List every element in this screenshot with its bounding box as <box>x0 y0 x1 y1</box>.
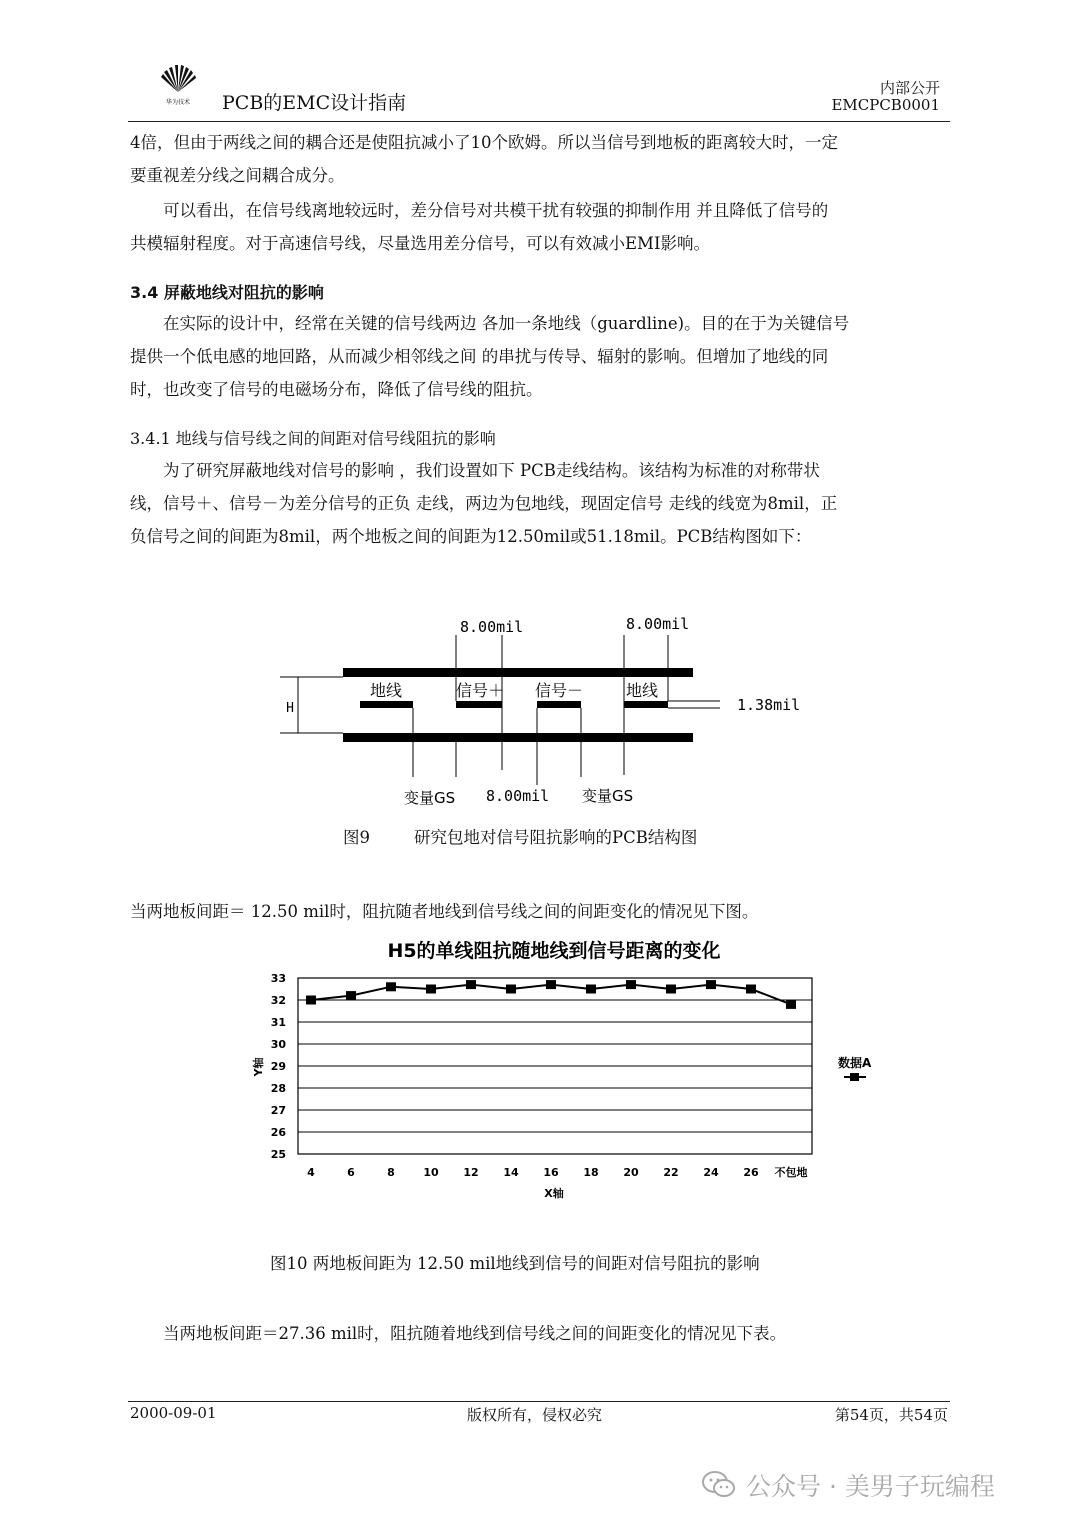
company-logo <box>155 62 201 108</box>
x-tick-label: 8 <box>387 1166 395 1179</box>
chart-title: H5的单线阻抗随地线到信号距离的变化 <box>387 940 721 962</box>
x-tick-label: 24 <box>703 1166 719 1179</box>
y-tick-label: 25 <box>270 1148 286 1161</box>
paragraph-2 <box>130 194 950 260</box>
x-tick-label: 10 <box>423 1166 439 1179</box>
wechat-icon <box>702 1471 736 1499</box>
data-point <box>506 985 516 994</box>
footer-rule <box>128 1401 950 1402</box>
x-tick-label: 4 <box>307 1166 315 1179</box>
data-point <box>466 980 476 989</box>
document-code: EMCPCB0001 <box>831 96 940 114</box>
pcb-structure-diagram <box>270 605 830 815</box>
signal-plus-label: 信号＋ <box>456 681 505 700</box>
thickness-label: 1.38mil <box>737 696 801 714</box>
y-tick-label: 27 <box>270 1104 286 1117</box>
ground-trace-right <box>624 701 668 708</box>
paragraph-1 <box>130 126 950 192</box>
data-point <box>786 1000 796 1009</box>
x-tick-label: 16 <box>543 1166 559 1179</box>
ground-left-label: 地线 <box>370 681 403 700</box>
logo-caption: 华为技术 <box>165 99 191 106</box>
figure-9-caption: 研究包地对信号阻抗影响的PCB结构图 <box>414 828 698 847</box>
text-line: 时，也改变了信号的电磁场分布，降低了信号线的阻抗。 <box>130 380 543 399</box>
bottom-ground-plane <box>343 733 693 742</box>
data-point <box>706 980 716 989</box>
signal-minus-trace <box>537 701 581 708</box>
y-tick-label: 32 <box>270 994 286 1007</box>
x-tick-label: 22 <box>663 1166 679 1179</box>
ground-right-label: 地线 <box>626 681 659 700</box>
top-ground-plane <box>343 668 693 677</box>
footer-date: 2000-09-01 <box>130 1404 217 1422</box>
legend-marker <box>850 1073 859 1081</box>
bottom-spacing-label: 8.00mil <box>486 787 550 805</box>
text-line: 在实际的设计中，经常在关键的信号线两边 各加一条地线（guardline)。目的在于为关键信号 <box>163 314 850 333</box>
footer-page-number: 第54页，共54页 <box>834 1406 948 1424</box>
data-point <box>346 991 356 1000</box>
watermark-text: 公众号 · 美男子玩编程 <box>746 1472 995 1501</box>
figure-10-caption: 图10 两地板间距为 12.50 mil地线到信号的间距对信号阻抗的影响 <box>270 1254 760 1273</box>
text-line: 共模辐射程度。对于高速信号线，尽量选用差分信号，可以有效减小EMI影响。 <box>130 234 710 253</box>
subsection-heading: 3.4.1 地线与信号线之间的间距对信号线阻抗的影响 <box>130 429 496 448</box>
top-left-width-label: 8.00mil <box>460 618 524 636</box>
data-point <box>386 982 396 991</box>
section-heading: 3.4 屏蔽地线对阻抗的影响 <box>130 283 324 302</box>
figure-9-number: 图9 <box>343 828 370 847</box>
data-point <box>626 980 636 989</box>
paragraph-5: 当两地板间距＝ 12.50 mil时，阻抗随者地线到信号线之间的间距变化的情况见下图。 <box>130 902 759 921</box>
gs-left-label: 变量GS <box>404 789 456 807</box>
impedance-chart <box>240 930 900 1210</box>
data-point <box>426 985 436 994</box>
text-line: 4倍，但由于两线之间的耦合还是使阻抗减小了10个欧姆。所以当信号到地板的距离较大时，一定 <box>130 133 838 152</box>
data-point <box>586 985 596 994</box>
legend-label: 数据A <box>838 1056 872 1070</box>
classification-label: 内部公开 <box>879 79 940 97</box>
ground-trace-left <box>360 701 413 708</box>
paragraph-6: 当两地板间距＝27.36 mil时，阻抗随着地线到信号线之间的间距变化的情况见下表。 <box>163 1324 787 1343</box>
x-tick-label: 26 <box>743 1166 759 1179</box>
header-rule <box>128 121 950 122</box>
data-point <box>746 985 756 994</box>
data-point <box>666 985 676 994</box>
y-tick-label: 29 <box>270 1060 286 1073</box>
x-tick-label: 18 <box>583 1166 599 1179</box>
paragraph-3 <box>130 307 950 406</box>
text-line: 负信号之间的间距为8mil，两个地板之间的间距为12.50mil或51.18mil。PCB结构图如下： <box>130 527 812 546</box>
y-axis-label: Y轴 <box>252 1057 265 1077</box>
top-right-width-label: 8.00mil <box>626 615 690 633</box>
text-line: 可以看出，在信号线离地较远时，差分信号对共模干扰有较强的抑制作用 并且降低了信号的 <box>163 201 829 220</box>
text-line: 为了研究屏蔽地线对信号的影响 ，我们设置如下 PCB走线结构。该结构为标准的对称带状 <box>163 461 820 480</box>
gs-right-label: 变量GS <box>582 787 634 805</box>
y-tick-label: 31 <box>270 1016 286 1029</box>
y-tick-label: 26 <box>270 1126 286 1139</box>
h-label: H <box>286 701 294 716</box>
x-tick-label: 20 <box>623 1166 639 1179</box>
text-line: 线，信号＋、信号－为差分信号的正负 走线，两边为包地线，现固定信号 走线的线宽为8mil，正 <box>130 494 838 513</box>
document-title: PCB的EMC设计指南 <box>222 92 407 114</box>
y-tick-label: 28 <box>270 1082 286 1095</box>
y-tick-label: 30 <box>270 1038 286 1051</box>
text-line: 要重视差分线之间耦合成分。 <box>130 166 345 185</box>
signal-plus-trace <box>456 701 502 708</box>
footer-copyright: 版权所有，侵权必究 <box>467 1406 603 1424</box>
x-tick-label: 6 <box>347 1166 355 1179</box>
x-axis-label: X轴 <box>544 1187 564 1200</box>
y-tick-label: 33 <box>270 972 286 985</box>
x-tick-label: 不包地 <box>774 1166 808 1179</box>
paragraph-4 <box>130 454 950 553</box>
watermark <box>702 1467 995 1503</box>
text-line: 提供一个低电感的地回路，从而减少相邻线之间 的串扰与传导、辐射的影响。但增加了地线的同 <box>130 347 829 366</box>
signal-minus-label: 信号－ <box>535 681 584 700</box>
x-tick-label: 12 <box>463 1166 479 1179</box>
data-point <box>306 996 316 1005</box>
data-point <box>546 980 556 989</box>
x-tick-label: 14 <box>503 1166 519 1179</box>
